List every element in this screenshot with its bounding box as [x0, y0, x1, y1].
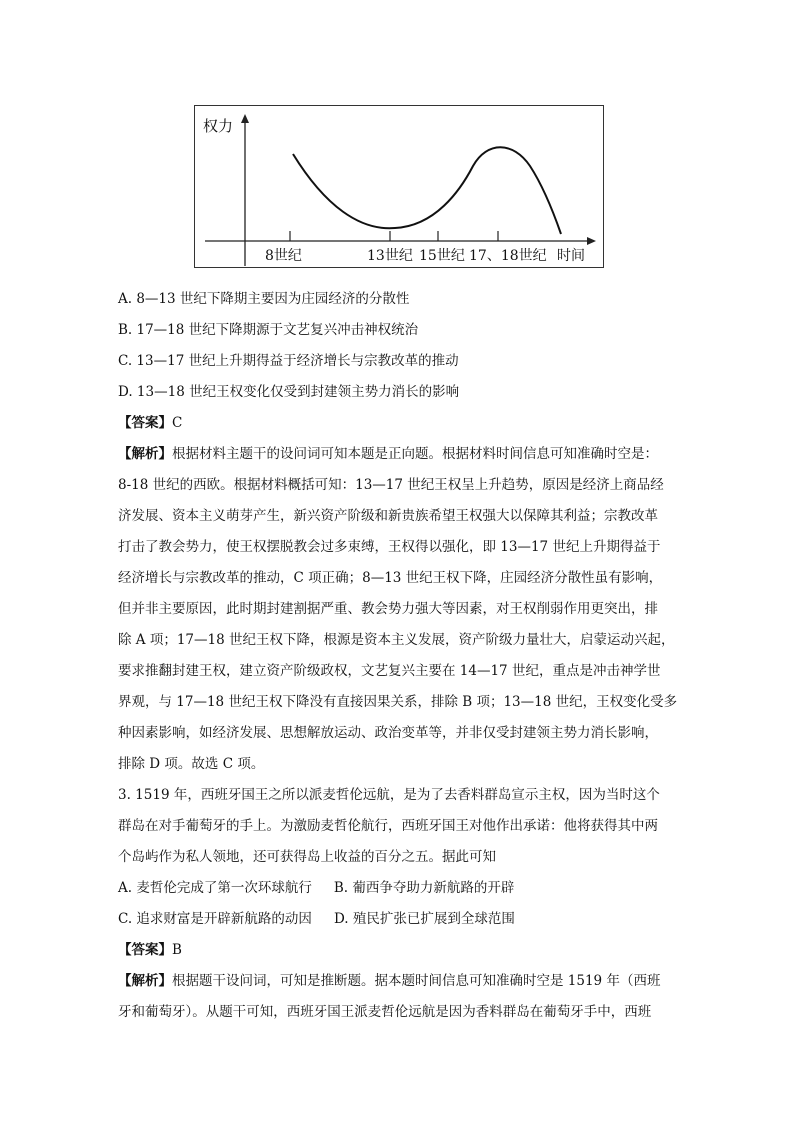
- analysis-label: 【解析】: [118, 446, 172, 462]
- y-axis-label: 权力: [203, 117, 234, 135]
- q3-option-a: A. 麦哲伦完成了第一次环球航行: [118, 880, 312, 896]
- analysis-line: 【解析】根据材料主题干的设问词可知本题是正向题。根据材料时间信息可知准确时空是：: [118, 446, 658, 462]
- analysis-line: 要求推翻封建王权，建立资产阶级政权，文艺复兴主要在 14—17 世纪，重点是冲击神学世: [118, 663, 661, 679]
- x-axis-arrow: [587, 237, 596, 245]
- analysis-line: 排除 D 项。故选 C 项。: [118, 756, 265, 772]
- option-d: D. 13—18 世纪王权变化仅受到封建领主势力消长的影响: [118, 384, 460, 400]
- analysis-line: 济发展、资本主义萌芽产生，新兴资产阶级和新贵族希望王权强大以保障其利益；宗教改革: [118, 508, 658, 524]
- power-time-figure: [194, 105, 604, 268]
- x-tick-label: 17、18世纪: [469, 248, 547, 264]
- q3-option-d: D. 殖民扩张已扩展到全球范围: [333, 911, 515, 927]
- x-tick-label: 15世纪: [419, 248, 465, 264]
- power-curve: [293, 147, 561, 234]
- analysis-paragraph: [118, 439, 684, 780]
- analysis-line: 【解析】根据题干设问词，可知是推断题。据本题时间信息可知准确时空是 1519 年（西班: [118, 973, 661, 989]
- option-a: A. 8—13 世纪下降期主要因为庄园经济的分散性: [118, 291, 410, 307]
- analysis-line: 但并非主要原因，此时期封建割据严重、教会势力强大等因素，对王权削弱作用更突出，排: [118, 601, 658, 617]
- q3-options-row2: [118, 904, 515, 935]
- power-curve-chart: [195, 106, 605, 269]
- answer-label: 【答案】: [118, 415, 172, 431]
- y-axis-arrow: [241, 114, 249, 123]
- q3-options-row1: [118, 873, 514, 904]
- analysis-line: 打击了教会势力，使王权摆脱教会过多束缚，王权得以强化，即 13—17 世纪上升期得益于: [118, 539, 661, 555]
- analysis-line: 8-18 世纪的西欧。根据材料概括可知：13—17 世纪王权呈上升趋势，原因是经济上商品经: [118, 477, 664, 493]
- analysis-line: 牙和葡萄牙）。从题干可知，西班牙国王派麦哲伦远航是因为香料群岛在葡萄牙手中，西班: [118, 1004, 652, 1020]
- x-axis-label: 时间: [557, 248, 585, 264]
- analysis-line: 除 A 项；17—18 世纪王权下降，根源是资本主义发展，资产阶级力量壮大，启蒙运动兴起，: [118, 632, 675, 648]
- answer-value: B: [172, 942, 182, 958]
- analysis-label: 【解析】: [118, 973, 172, 989]
- q3-answer-line: [118, 935, 182, 966]
- analysis-line: 种因素影响，如经济发展、思想解放运动、政治变革等，并非仅受封建领主势力消长影响，: [118, 725, 658, 741]
- analysis-line: 界观，与 17—18 世纪王权下降没有直接因果关系，排除 B 项；13—18 世纪，王权变化受多: [118, 694, 678, 710]
- option-b: B. 17—18 世纪下降期源于文艺复兴冲击神权统治: [118, 322, 419, 338]
- x-tick-label: 8世纪: [265, 248, 302, 264]
- option-c: C. 13—17 世纪上升期得益于经济增长与宗教改革的推动: [118, 353, 459, 369]
- q3-option-b: B. 葡西争夺助力新航路的开辟: [333, 880, 515, 896]
- q3-analysis-paragraph: [118, 966, 684, 1028]
- answer-value: C: [172, 415, 183, 431]
- answer-label: 【答案】: [118, 942, 172, 958]
- analysis-line: 经济增长与宗教改革的推动，C 项正确；8—13 世纪王权下降，庄园经济分散性虽有影响，: [118, 570, 663, 586]
- stem-line: 3. 1519 年，西班牙国王之所以派麦哲伦远航，是为了去香料群岛宣示主权，因为当时这个: [118, 787, 660, 803]
- x-tick-label: 13世纪: [367, 248, 413, 264]
- stem-line: 群岛在对手葡萄牙的手上。为激励麦哲伦航行，西班牙国王对他作出承诺：他将获得其中两: [118, 818, 658, 834]
- q3-option-c: C. 追求财富是开辟新航路的动因: [118, 911, 312, 927]
- answer-line: [118, 408, 182, 439]
- question3-stem: [118, 780, 684, 873]
- stem-line: 个岛屿作为私人领地，还可获得岛上收益的百分之五。据此可知: [118, 849, 496, 865]
